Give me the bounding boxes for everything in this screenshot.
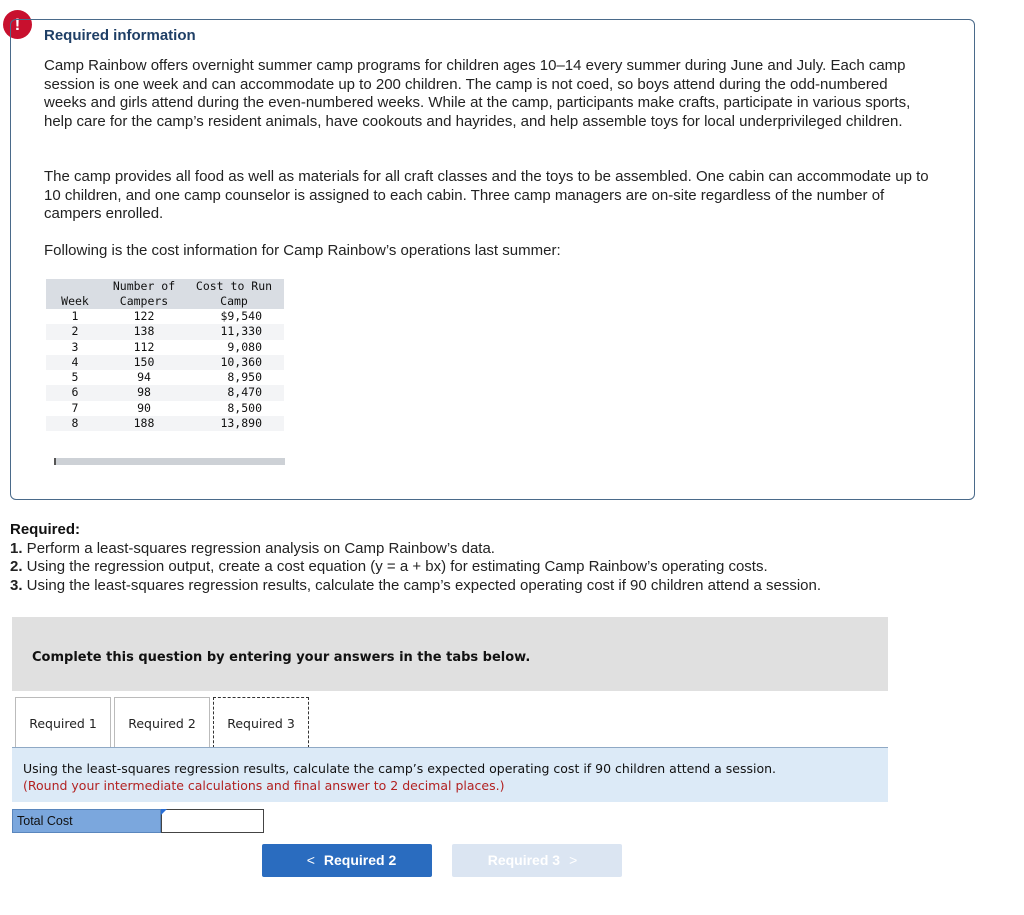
required-list bbox=[10, 540, 821, 595]
header-campers: Number of Campers bbox=[104, 279, 184, 309]
tab-required-1[interactable]: Required 1 bbox=[15, 697, 111, 748]
table-row: 3 112 9,080 bbox=[71, 339, 262, 354]
info-title: Required information bbox=[44, 27, 196, 44]
required-item-1: 1. Perform a least-squares regression analysis on Camp Rainbow’s data. bbox=[10, 540, 495, 557]
instruction-text: Using the least-squares regression results, calculate the camp’s expected operating cost if 90 children attend a session. bbox=[23, 761, 777, 776]
table-row: 1 122 $9,540 bbox=[71, 309, 262, 323]
info-paragraph-2: The camp provides all food as well as materials for all craft classes and the toys to be assembled. One cabin can accommodate up to 10 children, and one camp counselor is assigned to each cabin. Three camp managers are on-site regardless of the number of campers enrolled. bbox=[44, 168, 929, 222]
next-required-3-button[interactable] bbox=[452, 844, 622, 877]
required-item-2: 2. Using the regression output, create a cost equation (y = a + bx) for estimating Camp Rainbow’s operating costs. bbox=[10, 558, 768, 576]
instruction-box bbox=[12, 748, 888, 802]
exclamation-icon: ! bbox=[3, 10, 32, 39]
chevron-right-icon: > bbox=[569, 852, 578, 868]
header-week: Week bbox=[46, 279, 104, 309]
required-item-3: 3. Using the least-squares regression results, calculate the camp’s expected operating cost if 90 children attend a session. bbox=[10, 576, 822, 594]
table-row: 7 90 8,500 bbox=[71, 400, 262, 415]
info-paragraph-3: Following is the cost information for Camp Rainbow’s operations last summer: bbox=[44, 242, 561, 259]
total-cost-label: Total Cost bbox=[12, 809, 161, 833]
prev-required-2-button[interactable] bbox=[262, 844, 432, 877]
cost-table bbox=[46, 279, 284, 431]
table-row: 6 98 8,470 bbox=[46, 385, 284, 400]
table-row: 4 150 10,360 bbox=[46, 355, 284, 370]
required-heading: Required: bbox=[10, 521, 81, 538]
table-row: 2 138 11,330 bbox=[46, 324, 284, 339]
next-button-label: Required 3 bbox=[487, 852, 561, 868]
tab-required-2[interactable]: Required 2 bbox=[114, 697, 210, 748]
tab-required-3[interactable]: Required 3 bbox=[213, 697, 309, 748]
complete-banner bbox=[12, 617, 888, 691]
chevron-left-icon: < bbox=[306, 852, 315, 868]
input-corner-marker bbox=[161, 809, 167, 815]
total-cost-input[interactable] bbox=[161, 809, 264, 833]
info-paragraph-1: Camp Rainbow offers overnight summer camp programs for children ages 10–14 every summer during June and July. Each camp session is one week and can accommodate up to 200 children. The camp is not coed, so boys attend during the odd-numbered weeks and girls attend during the even-numbered weeks. While at the camp, participants make crafts, participate in various sports, help care for the camp’s resident animals, have cookouts and hayrides, and help assemble toys for local underprivileged children. bbox=[44, 57, 911, 130]
rounding-hint: (Round your intermediate calculations and final answer to 2 decimal places.) bbox=[23, 778, 505, 793]
prev-button-label: Required 2 bbox=[323, 852, 397, 868]
table-header-row bbox=[46, 279, 284, 309]
complete-text: Complete this question by entering your answers in the tabs below. bbox=[32, 650, 531, 665]
table-scrollbar[interactable] bbox=[54, 458, 285, 465]
table-row: 5 94 8,950 bbox=[71, 370, 262, 385]
table-row: 8 188 13,890 bbox=[46, 416, 284, 431]
header-cost: Cost to Run Camp bbox=[184, 279, 284, 309]
